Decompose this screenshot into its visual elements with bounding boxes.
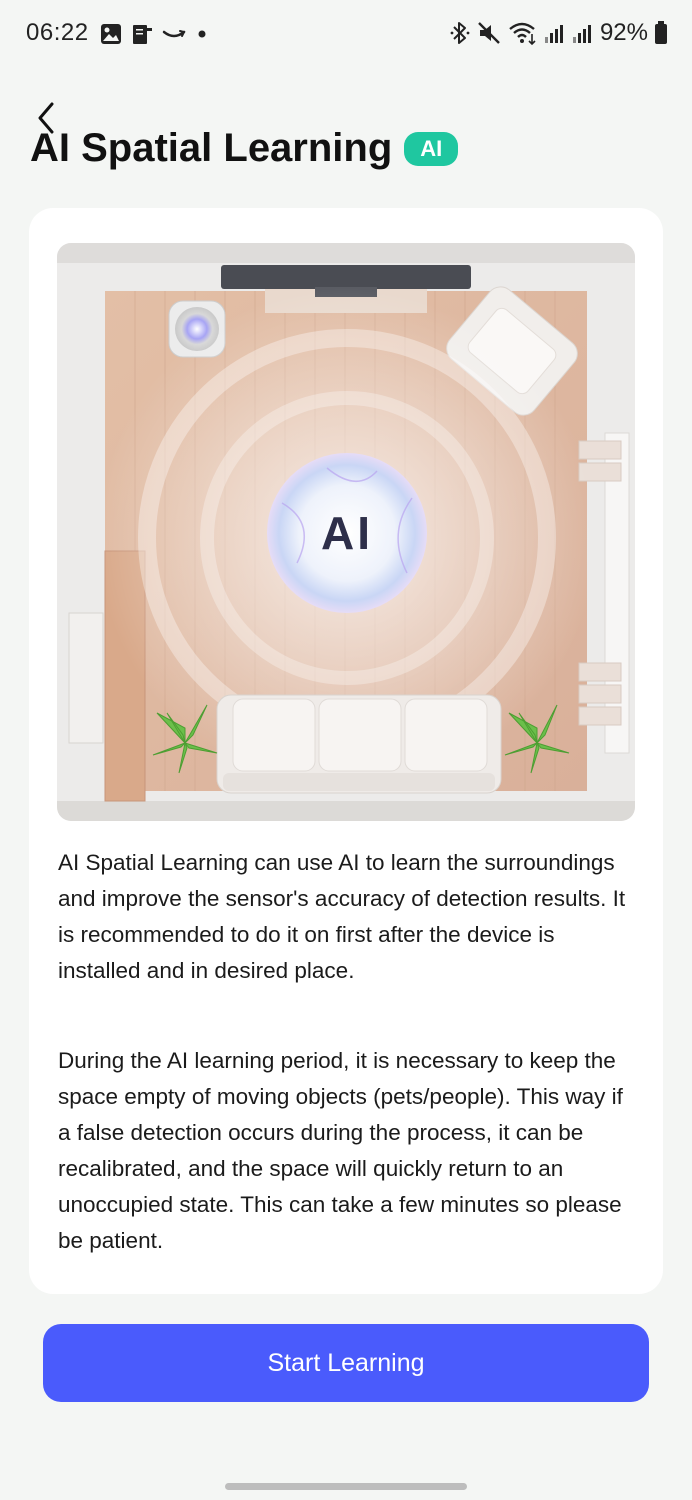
home-indicator[interactable] bbox=[225, 1483, 467, 1490]
signal-icon bbox=[544, 22, 566, 44]
ai-badge: AI bbox=[404, 132, 458, 166]
description-paragraph-1: AI Spatial Learning can use AI to learn the surroundings and improve the sensor's accuracy of detection results. It is recommended to do it on first after the device is installed and in desired place. bbox=[58, 850, 626, 983]
amazon-smile-icon bbox=[162, 22, 186, 46]
battery-percent: 92% bbox=[599, 19, 648, 46]
battery-icon bbox=[654, 21, 668, 45]
status-left-icons bbox=[100, 20, 210, 48]
dot-icon bbox=[194, 26, 210, 42]
title-row bbox=[30, 132, 630, 176]
status-bar bbox=[0, 0, 692, 68]
content-card bbox=[29, 208, 663, 1294]
status-time: 06:22 bbox=[26, 19, 89, 46]
bluetooth-icon bbox=[450, 20, 470, 46]
start-learning-button[interactable]: Start Learning bbox=[43, 1324, 649, 1402]
room-illustration bbox=[57, 243, 635, 821]
gallery-icon bbox=[100, 23, 122, 45]
description-paragraph-2: During the AI learning period, it is necessary to keep the space empty of moving objects (pets/people). This way if a false detection occurs during the process, it can be recalibrated, and the space will quickly return to an unoccupied state. This can take a few minutes so please be patient. bbox=[58, 1048, 623, 1253]
device-icon bbox=[130, 22, 154, 46]
mute-icon bbox=[476, 20, 502, 46]
chevron-left-icon bbox=[34, 100, 58, 136]
status-right bbox=[450, 18, 668, 48]
orb-label: AI bbox=[321, 507, 373, 559]
page-title: AI Spatial Learning bbox=[30, 132, 393, 170]
wifi-icon bbox=[508, 20, 538, 46]
signal-icon bbox=[572, 22, 594, 44]
